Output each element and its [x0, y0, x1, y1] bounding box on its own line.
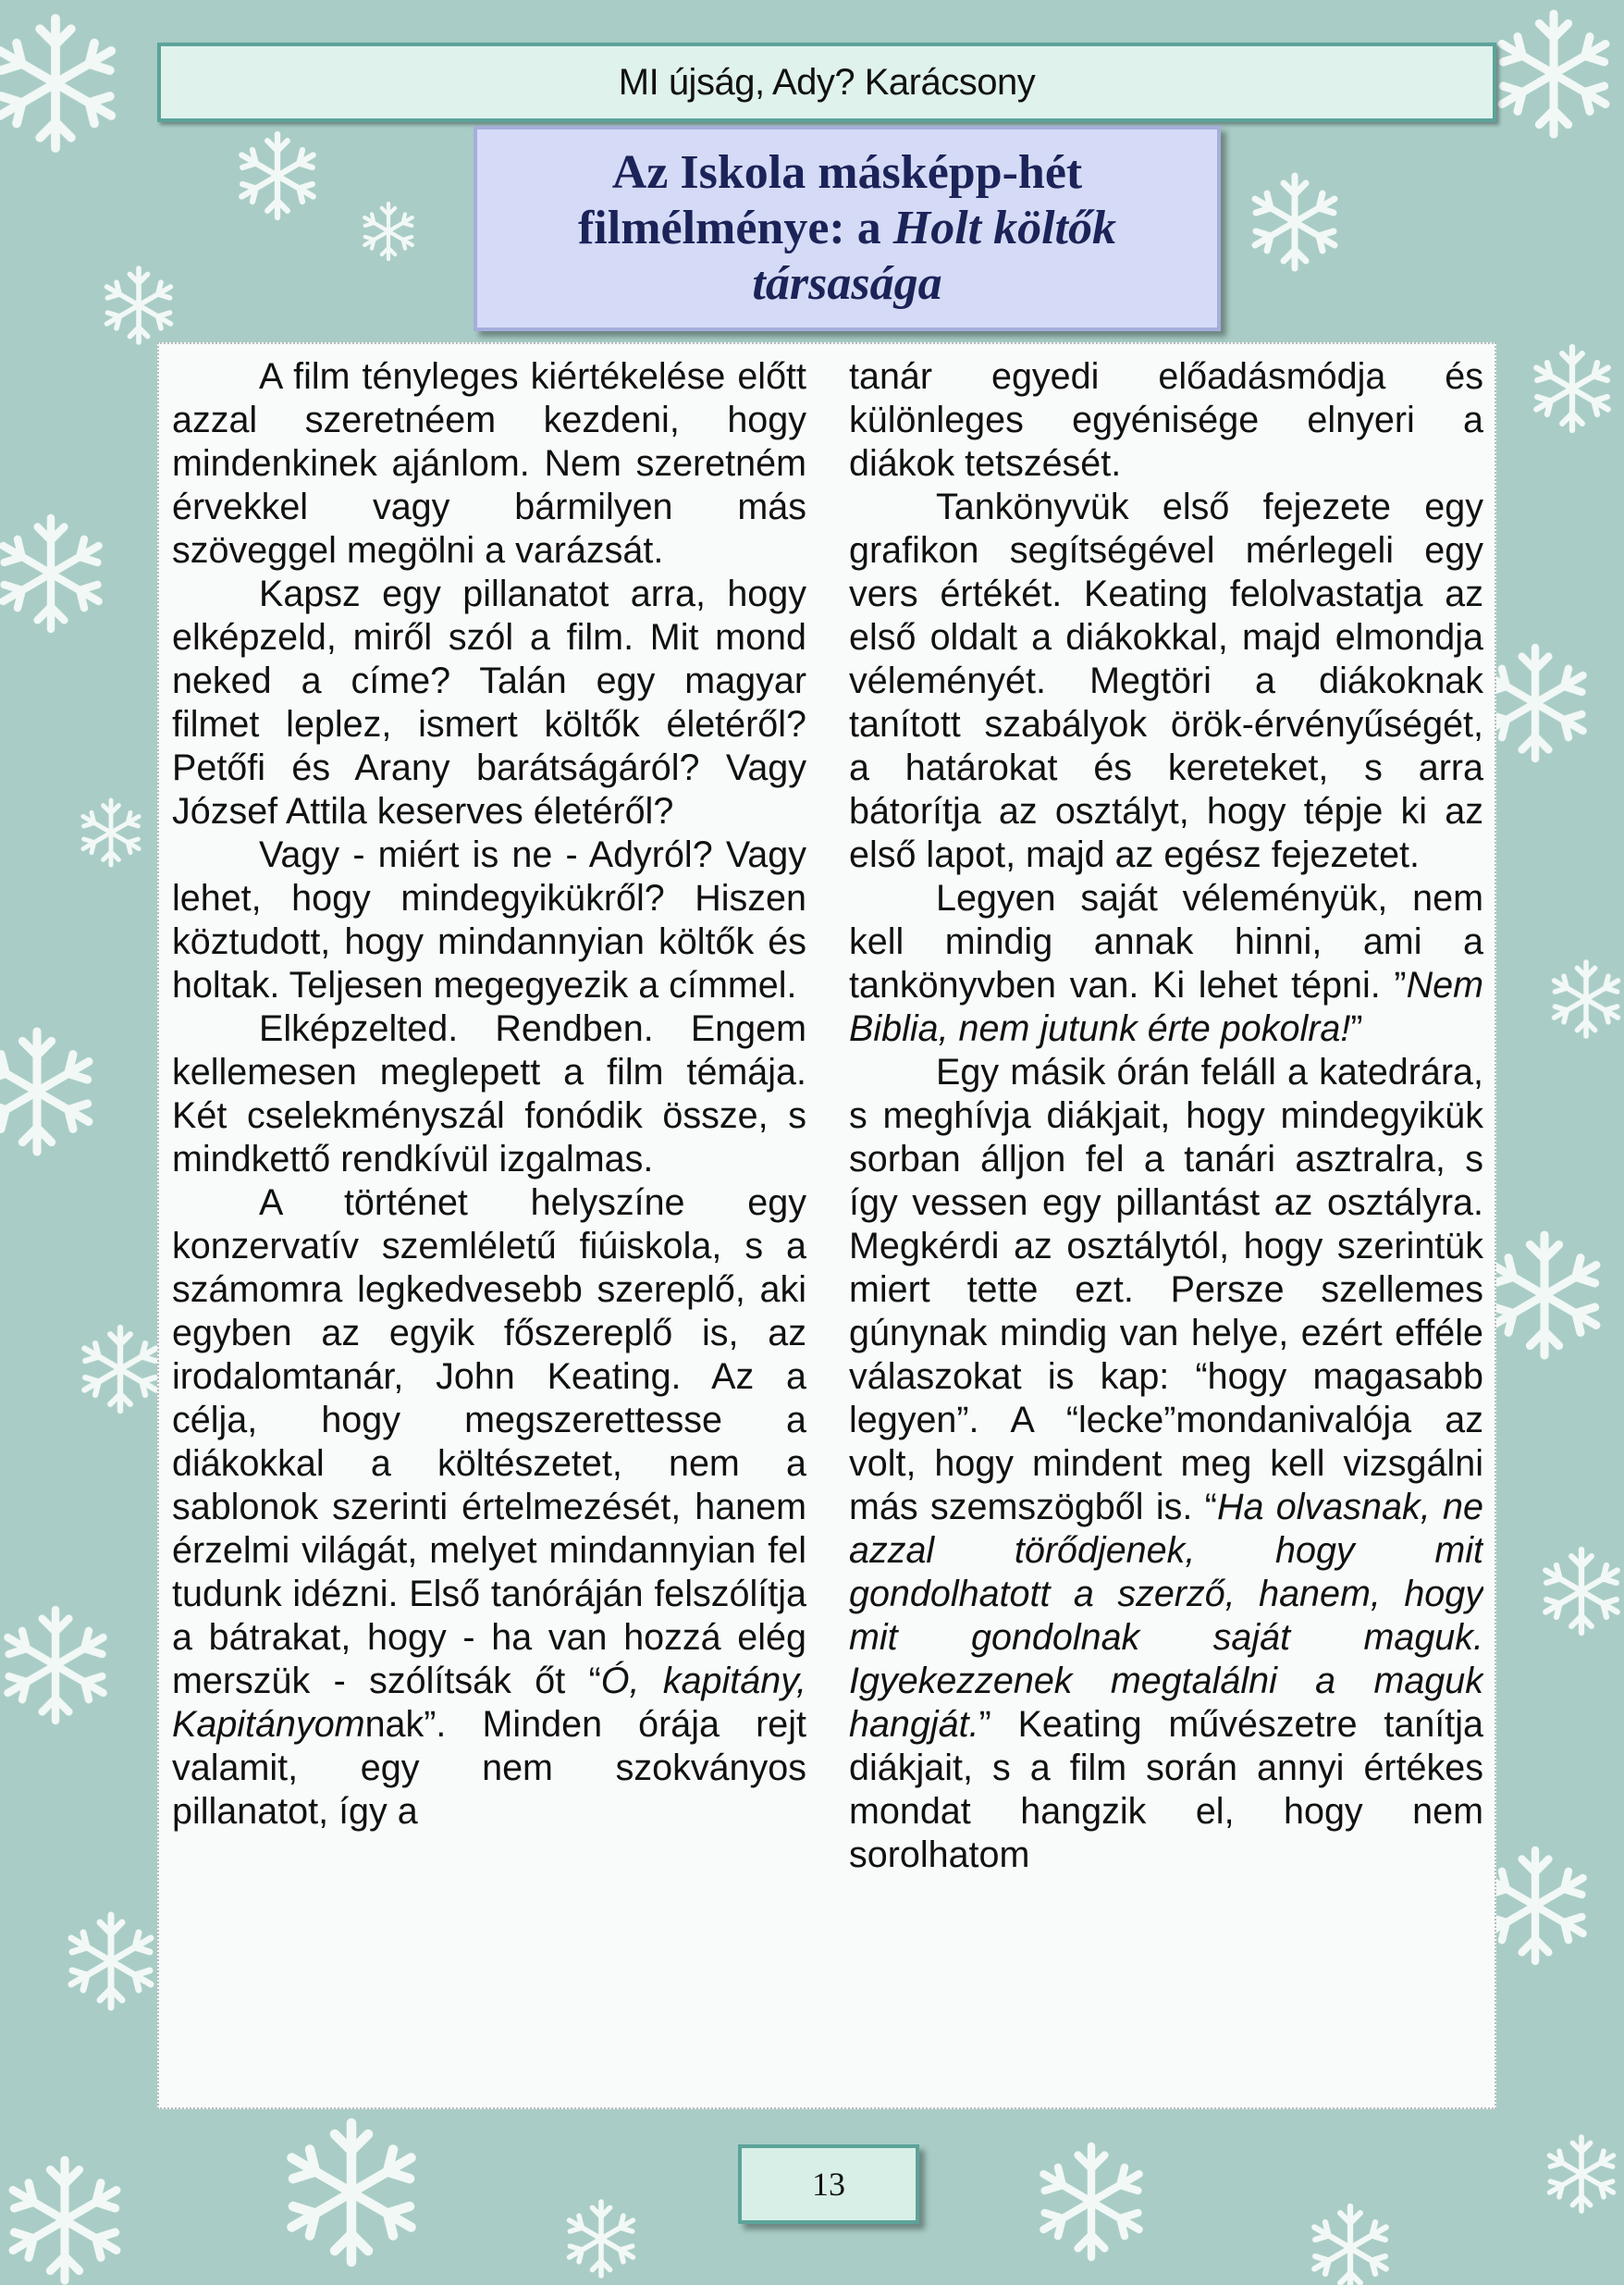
magazine-title: MI újság, Ady? Karácsony: [618, 61, 1036, 103]
paragraph: Kapsz egy pillanatot arra, hogy elképzeld, miről szól a film. Mit mond neked a címe? Talán egy magyar filmet leplez, ismert költők életéről? Petőfi és Arany barátságáról? Vagy József Attila keserves életéről?: [172, 574, 806, 832]
article-body: [157, 342, 1496, 2109]
paragraph-text: Legyen saját véleményük, nem kell mindig annak hinni, ami a tankönyvben van. Ki lehet tépni. ”: [849, 878, 1483, 1006]
quote-captain: Ó, kapitány, Kapitányom: [172, 1661, 806, 1745]
quote-bible: Nem Biblia, nem jutunk érte pokolra!: [849, 965, 1483, 1049]
paragraph: [849, 1051, 1483, 1877]
paragraph-text: nak”. Minden órája rejt valamit, egy nem szokványos pillanatot, így a: [172, 1704, 806, 1832]
quote-own-voice: Ha olvasnak, ne azzal törődjenek, hogy mit gondolhatott a szerző, hanem, hogy mit gondolnak saját maguk. Igyekezzenek megtalálni a maguk hangját.: [849, 1487, 1483, 1745]
article-title-main: Az Iskola másképp-hét filmélménye: a: [577, 146, 1083, 254]
page-number-box: [738, 2144, 919, 2224]
paragraph: [849, 877, 1483, 1051]
right-column: [849, 355, 1483, 2098]
paragraph-text: A történet helyszíne egy konzervatív szemléletű fiúiskola, s a számomra legkedvesebb szereplő, aki egyben az egyik főszereplő is, az irodalomtanár, John Keating. Az a célja, hogy megszerettesse a diákokkal a költészetet, nem a sablonok szerinti értelmezését, hanem érzelmi világát, melyet mindannyian fel tudunk idézni. Első tanóráján felszólítja a bátrakat, hogy - ha van hozzá elég merszük - szólítsák őt “: [172, 1182, 806, 1701]
article-title: [477, 145, 1217, 312]
paragraph-text: ” Keating művészetre tanítja diákjait, s a film során annyi értékes mondat hangzik el, hogy nem sorolhatom: [849, 1704, 1483, 1875]
article-title-box: [474, 126, 1221, 331]
paragraph: A film tényleges kiértékelése előtt azzal szeretnéem kezdeni, hogy mindenkinek ajánlom. Nem szeretném érvekkel vagy bármilyen más szöveggel megölni a varázsát.: [172, 356, 806, 571]
magazine-header: [157, 43, 1496, 122]
page-number: 13: [812, 2166, 845, 2203]
paragraph: [172, 1181, 806, 1834]
paragraph: Tankönyvük első fejezete egy grafikon segítségével mérlegeli egy vers értékét. Keating felolvastatja az első oldalt a diákokkal, majd elmondja véleményét. Megtöri a diákoknak tanított szabályok örök-érvényűségét, a határokat és kereteket, s arra bátorítja az osztályt, hogy tépje ki az első lapot, majd az egész fejezetet.: [849, 487, 1483, 875]
paragraph-text: ”: [1350, 1008, 1363, 1049]
paragraph: Elképzelted. Rendben. Engem kellemesen meglepett a film témája. Két cselekményszál fonódik össze, s mindkettő rendkívül izgalmas.: [172, 1008, 806, 1180]
article-title-film: Holt költők társasága: [752, 202, 1117, 310]
paragraph: Vagy - miért is ne - Adyról? Vagy lehet, hogy mindegyikükről? Hiszen köztudott, hogy mindannyian költők és holtak. Teljesen megegyezik a címmel.: [172, 834, 806, 1006]
left-column: [172, 355, 806, 2098]
paragraph-text: Egy másik órán feláll a katedrára, s meghívja diákjait, hogy mindegyikük sorban álljon fel a tanári asztralra, s így vessen egy pillantást az osztályra. Megkérdi az osztálytól, hogy szerintük miert tette ezt. Persze szellemes gúnynak mindig van helye, ezért efféle válaszokat is kap: “hogy magasabb legyen”. A “lecke”mondanivalója az volt, hogy mindent meg kell vizsgálni más szemszögből is. “: [849, 1052, 1483, 1527]
paragraph-continued: tanár egyedi előadásmódja és különleges egyénisége elnyeri a diákok tetszését.: [849, 356, 1483, 484]
